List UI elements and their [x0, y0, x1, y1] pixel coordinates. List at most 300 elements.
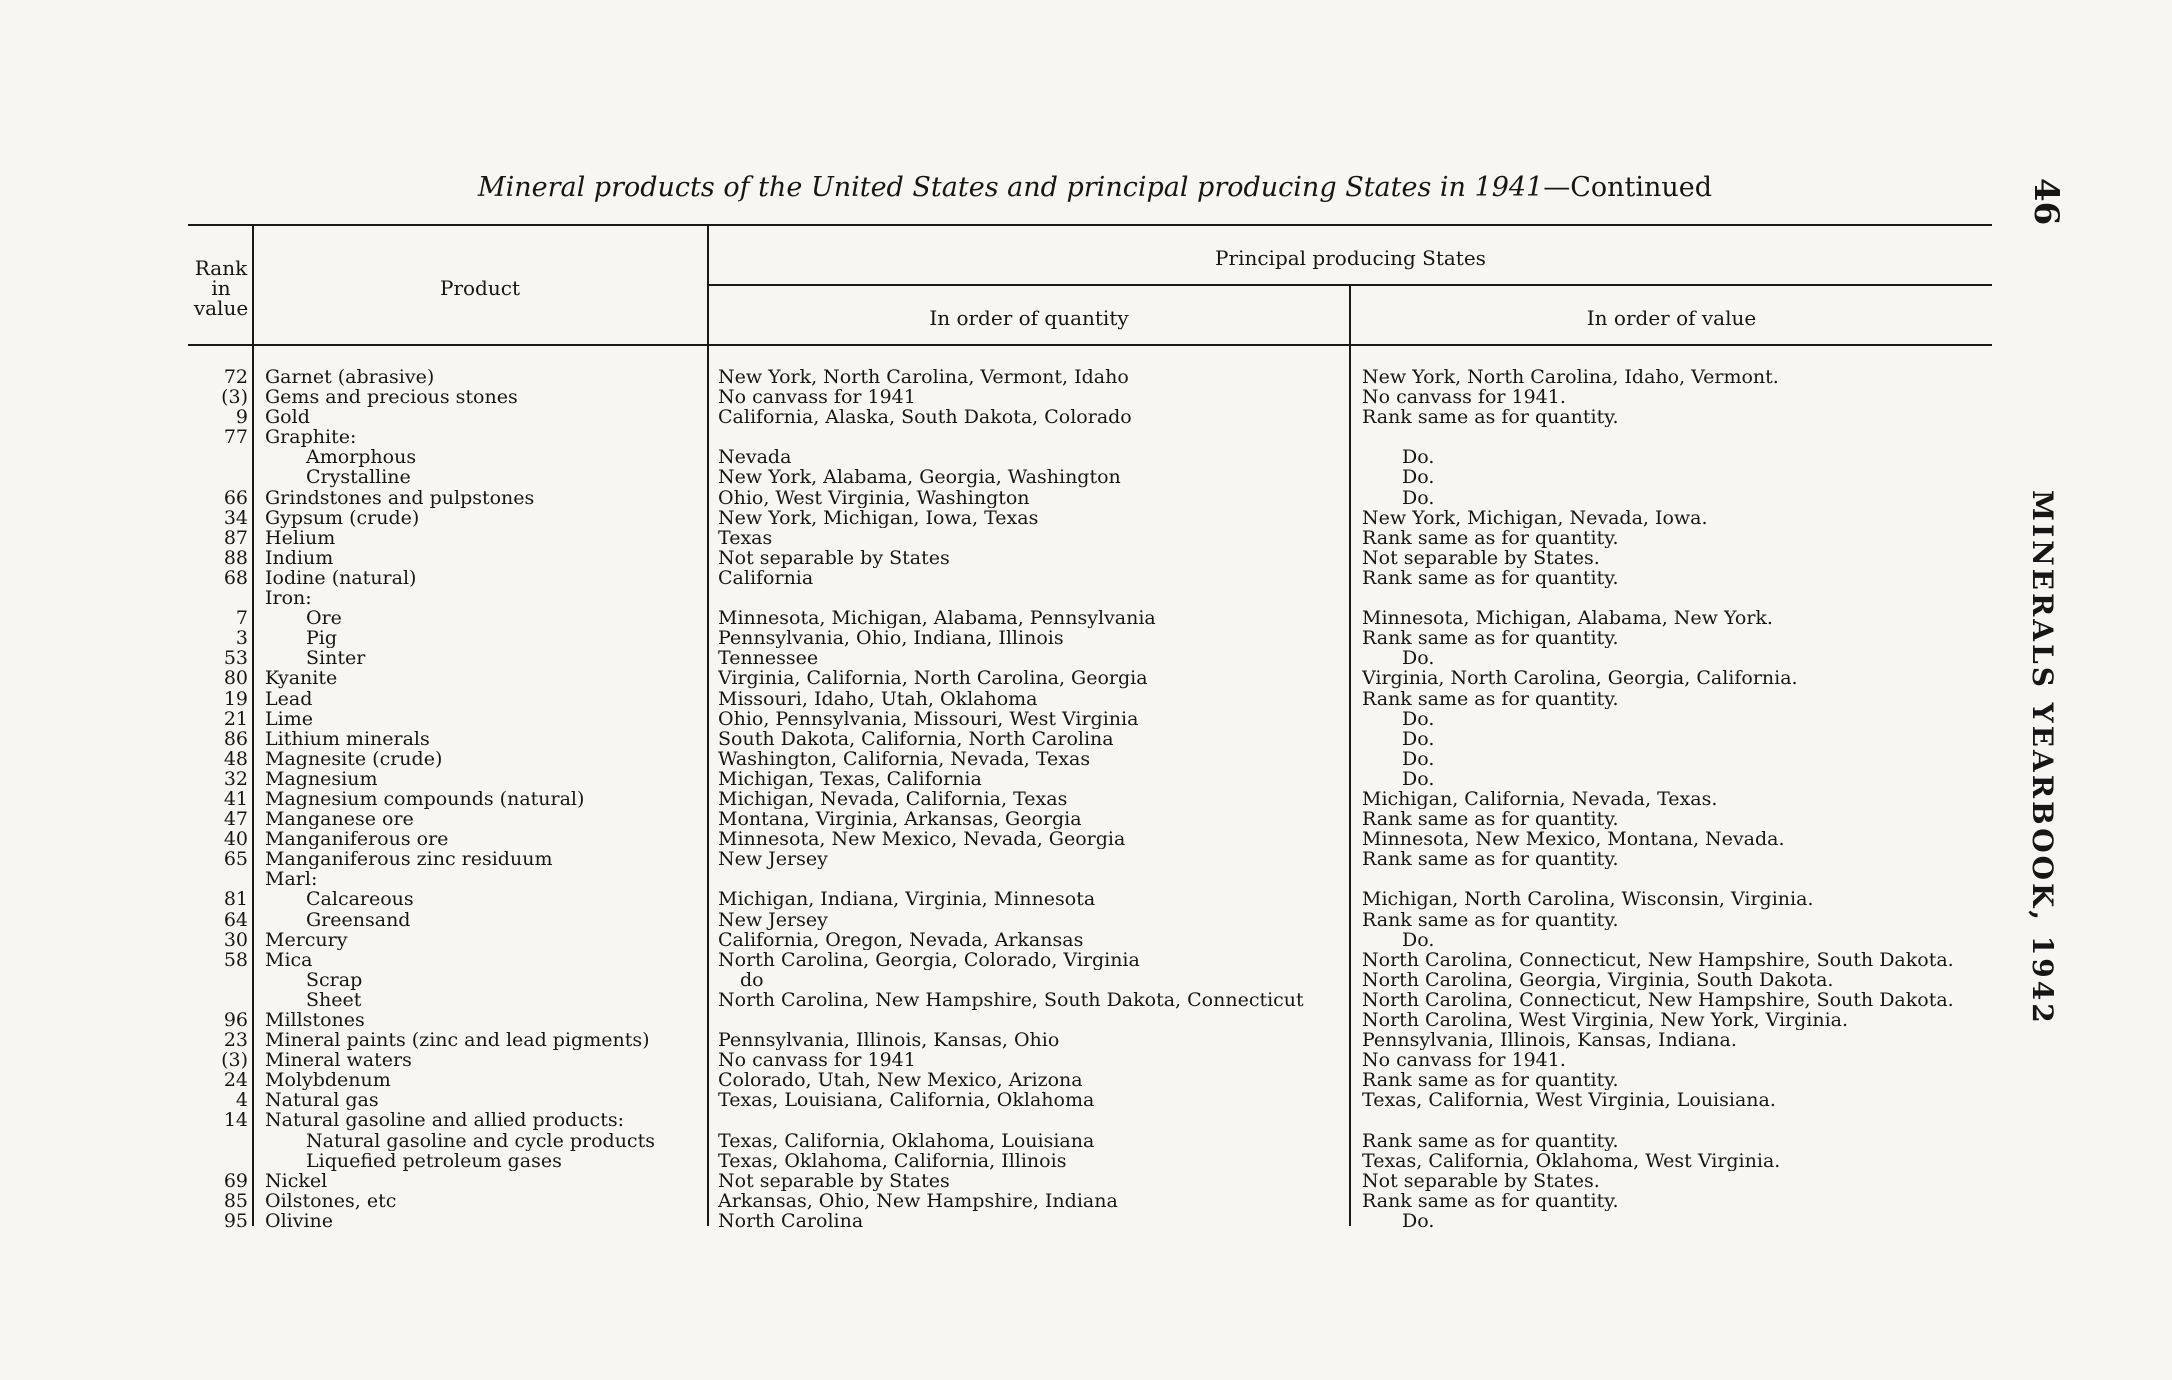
quantity-cell: [718, 849, 1344, 869]
value-states: Rank same as for quantity.: [1362, 1070, 1619, 1091]
value-states: Rank same as for quantity.: [1362, 909, 1619, 930]
quantity-states: Nevada: [718, 447, 792, 468]
rank-cell: 41: [223, 787, 248, 810]
table-row: [0, 1090, 2172, 1110]
table-row: [0, 467, 2172, 487]
product-cell: [265, 1191, 703, 1211]
rank-cell: 21: [223, 707, 248, 730]
value-cell: [1362, 648, 2052, 668]
product-cell: [265, 387, 703, 407]
quantity-states: California: [718, 567, 814, 589]
product-cell: [265, 488, 703, 508]
quantity-cell: [718, 809, 1344, 829]
table-row: [0, 970, 2172, 990]
quantity-cell: [718, 1151, 1344, 1171]
value-cell: [1362, 668, 2012, 688]
value-cell: [1362, 849, 2012, 869]
value-cell: [1362, 950, 2012, 970]
product-name: Kyanite: [265, 668, 338, 689]
quantity-cell: [718, 769, 1344, 789]
table-row: [0, 689, 2172, 709]
product-name: Ore: [306, 608, 342, 629]
product-cell: [265, 628, 744, 648]
product-cell: [265, 809, 703, 829]
quantity-states: California, Oregon, Nevada, Arkansas: [718, 929, 1084, 950]
product-cell: [265, 849, 703, 869]
table-row: [0, 809, 2172, 829]
table-row: [0, 1070, 2172, 1090]
product-cell: [265, 889, 744, 909]
product-name: Gold: [265, 407, 310, 428]
quantity-cell: [718, 1070, 1344, 1090]
product-cell: [265, 427, 703, 447]
quantity-cell: [718, 1030, 1344, 1050]
value-cell: [1362, 769, 2052, 789]
value-cell: [1362, 1171, 2012, 1191]
rank-cell: 40: [223, 828, 248, 851]
rank-header-line3: value: [193, 296, 249, 320]
quantity-cell: [718, 1211, 1344, 1231]
rank-cell: 77: [223, 426, 248, 449]
product-name: Magnesite (crude): [265, 748, 443, 769]
product-cell: [265, 1110, 703, 1130]
value-states: Do.: [1402, 768, 1435, 789]
table-row: [0, 1110, 2172, 1130]
product-cell: [265, 648, 744, 668]
quantity-states: North Carolina, New Hampshire, South Dakota, Connecticut: [718, 989, 1304, 1010]
product-name: Garnet (abrasive): [265, 367, 435, 388]
product-name: Mineral waters: [265, 1050, 412, 1071]
quantity-cell: [718, 648, 1344, 668]
quantity-states: No canvass for 1941: [718, 1050, 916, 1071]
quantity-states: New York, Michigan, Iowa, Texas: [718, 507, 1039, 528]
quantity-states: California, Alaska, South Dakota, Colorado: [718, 407, 1132, 428]
product-cell: [265, 729, 703, 749]
value-states: Rank same as for quantity.: [1362, 628, 1619, 649]
rank-cell: 80: [223, 667, 248, 690]
value-cell: [1362, 1211, 2052, 1231]
table-row: [0, 950, 2172, 970]
value-cell: [1362, 1191, 2012, 1211]
product-cell: [265, 467, 744, 487]
quantity-states: North Carolina, Georgia, Colorado, Virginia: [718, 949, 1140, 970]
product-name: Lead: [265, 688, 313, 709]
running-head: MINERALS YEARBOOK, 1942: [2026, 490, 2059, 1026]
rank-cell: 81: [223, 888, 248, 911]
value-states: No canvass for 1941.: [1362, 387, 1566, 408]
value-cell: [1362, 809, 2012, 829]
rank-cell: 86: [223, 727, 248, 750]
product-name: Millstones: [265, 1010, 365, 1031]
value-states: Rank same as for quantity.: [1362, 527, 1619, 548]
product-name: Molybdenum: [265, 1070, 391, 1091]
value-states: Michigan, California, Nevada, Texas.: [1362, 788, 1718, 810]
value-states: Rank same as for quantity.: [1362, 849, 1619, 870]
table-row: [0, 990, 2172, 1010]
quantity-states: Minnesota, Michigan, Alabama, Pennsylvania: [718, 608, 1156, 629]
product-name: Natural gasoline and cycle products: [306, 1130, 655, 1151]
quantity-cell: [718, 829, 1344, 849]
rank-cell: 34: [223, 506, 248, 529]
value-cell: [1362, 1131, 2012, 1151]
product-name: Gems and precious stones: [265, 387, 518, 408]
quantity-states: Not separable by States: [718, 1170, 950, 1191]
table-row: [0, 1151, 2172, 1171]
product-cell: [265, 668, 703, 688]
value-cell: [1362, 1050, 2012, 1070]
product-cell: [265, 528, 703, 548]
value-cell: [1362, 1030, 2012, 1050]
table-row: [0, 548, 2172, 568]
value-states: Not separable by States.: [1362, 547, 1600, 568]
value-cell: [1362, 568, 2012, 588]
rank-cell: 95: [223, 1209, 248, 1232]
quantity-cell: [718, 1050, 1344, 1070]
table-row: [0, 588, 2172, 608]
rank-header-line1: Rank: [194, 256, 248, 280]
product-name: Natural gasoline and allied products:: [265, 1110, 624, 1131]
quantity-states: Not separable by States: [718, 547, 950, 568]
quantity-states: Washington, California, Nevada, Texas: [718, 748, 1091, 769]
value-cell: [1362, 910, 2012, 930]
rank-cell: 96: [223, 1009, 248, 1031]
value-states: No canvass for 1941.: [1362, 1050, 1566, 1071]
product-cell: [265, 869, 703, 889]
value-cell: [1362, 548, 2012, 568]
quantity-states: New Jersey: [718, 909, 828, 930]
value-cell: [1362, 930, 2052, 950]
table-row: [0, 889, 2172, 909]
table-row: [0, 1030, 2172, 1050]
rank-cell: (3): [221, 386, 248, 409]
product-cell: [265, 829, 703, 849]
rank-cell: 32: [223, 767, 248, 790]
product-name: Lithium minerals: [265, 728, 430, 749]
quantity-cell: [718, 950, 1344, 970]
quantity-states: New York, Alabama, Georgia, Washington: [718, 467, 1121, 488]
table-row: [0, 447, 2172, 467]
value-cell: [1362, 1070, 2012, 1090]
quantity-cell: [718, 930, 1344, 950]
quantity-cell: [718, 628, 1344, 648]
value-states: Rank same as for quantity.: [1362, 407, 1619, 428]
rank-cell: 87: [223, 526, 248, 549]
table-row: [0, 930, 2172, 950]
value-states: Do.: [1402, 648, 1435, 669]
rank-cell: 53: [223, 647, 248, 670]
page-number: 46: [2026, 178, 2066, 226]
product-name: Sheet: [306, 989, 362, 1010]
value-states: North Carolina, West Virginia, New York, Virginia.: [1362, 1010, 1849, 1031]
value-states: Pennsylvania, Illinois, Kansas, Indiana.: [1362, 1030, 1737, 1051]
product-name: Magnesium compounds (natural): [265, 788, 585, 810]
table-row: [0, 1131, 2172, 1151]
product-cell: [265, 508, 703, 528]
product-cell: [265, 990, 744, 1010]
product-name: Marl:: [265, 869, 318, 890]
value-cell: [1362, 889, 2012, 909]
table-row: [0, 367, 2172, 387]
table-row: [0, 488, 2172, 508]
value-cell: [1362, 749, 2052, 769]
quantity-cell: [718, 467, 1344, 487]
rank-cell: 7: [235, 607, 248, 630]
value-states: Not separable by States.: [1362, 1170, 1600, 1191]
value-states: Michigan, North Carolina, Wisconsin, Virginia.: [1362, 889, 1814, 910]
quantity-cell: [718, 508, 1344, 528]
quantity-cell: [718, 367, 1344, 387]
table-title-suffix: —Continued: [1543, 172, 1713, 203]
rank-cell: 88: [223, 546, 248, 569]
quantity-cell: [718, 447, 1344, 467]
value-header: In order of value: [1586, 306, 1757, 330]
rank-header: [190, 258, 252, 318]
product-cell: [265, 970, 744, 990]
value-states: Do.: [1402, 467, 1435, 488]
value-states: Rank same as for quantity.: [1362, 688, 1619, 709]
product-cell: [265, 930, 703, 950]
product-name: Lime: [265, 708, 313, 729]
quantity-cell: [718, 548, 1344, 568]
product-cell: [265, 608, 744, 628]
table-row: [0, 910, 2172, 930]
value-states: Rank same as for quantity.: [1362, 1130, 1619, 1151]
quantity-cell: [718, 608, 1344, 628]
value-cell: [1362, 367, 2012, 387]
product-cell: [265, 1171, 703, 1191]
table-row: [0, 849, 2172, 869]
table-row: [0, 407, 2172, 427]
table-title: [190, 172, 2000, 203]
table-top-rule: [188, 224, 1992, 226]
quantity-cell: [718, 910, 1344, 930]
quantity-cell: [718, 990, 1344, 1010]
product-cell: [265, 1090, 703, 1110]
rank-cell: 48: [223, 747, 248, 770]
value-cell: [1362, 608, 2012, 628]
product-name: Manganiferous zinc residuum: [265, 849, 553, 870]
quantity-states: New Jersey: [718, 849, 828, 870]
product-name: Crystalline: [306, 467, 411, 488]
table-body: [0, 367, 2172, 1231]
value-cell: [1362, 1151, 2012, 1171]
rank-cell: 85: [223, 1189, 248, 1212]
rank-cell: 19: [223, 687, 248, 710]
rank-cell: 64: [223, 908, 248, 931]
rank-cell: 58: [223, 948, 248, 971]
table-row: [0, 508, 2172, 528]
value-states: Do.: [1402, 708, 1435, 729]
value-cell: [1362, 789, 2012, 809]
product-name: Natural gas: [265, 1090, 379, 1111]
product-name: Pig: [306, 628, 338, 649]
quantity-states: Minnesota, New Mexico, Nevada, Georgia: [718, 829, 1126, 850]
product-cell: [265, 1030, 703, 1050]
quantity-states: Michigan, Indiana, Virginia, Minnesota: [718, 889, 1096, 910]
value-cell: [1362, 709, 2052, 729]
quantity-states: No canvass for 1941: [718, 387, 916, 408]
product-name: Mineral paints (zinc and lead pigments): [265, 1030, 650, 1051]
quantity-cell: [718, 1171, 1344, 1191]
product-name: Iodine (natural): [265, 567, 417, 589]
product-cell: [265, 1211, 703, 1231]
value-states: Minnesota, New Mexico, Montana, Nevada.: [1362, 829, 1785, 850]
quantity-states: North Carolina: [718, 1210, 864, 1232]
value-states: Do.: [1402, 748, 1435, 769]
product-name: Olivine: [265, 1210, 334, 1232]
quantity-cell: [718, 729, 1344, 749]
table-row: [0, 528, 2172, 548]
product-name: Liquefied petroleum gases: [306, 1150, 562, 1171]
product-name: Nickel: [265, 1170, 328, 1191]
table-row: [0, 869, 2172, 889]
table-row: [0, 729, 2172, 749]
value-states: Do.: [1402, 487, 1435, 508]
quantity-cell: [718, 668, 1344, 688]
quantity-cell: [718, 749, 1344, 769]
value-states: Rank same as for quantity.: [1362, 567, 1619, 589]
rank-cell: 14: [223, 1109, 248, 1132]
product-cell: [265, 689, 703, 709]
product-cell: [265, 1010, 703, 1030]
quantity-cell: [718, 1191, 1344, 1211]
quantity-cell: [718, 1090, 1344, 1110]
rank-cell: 65: [223, 848, 248, 871]
value-states: New York, Michigan, Nevada, Iowa.: [1362, 507, 1708, 528]
product-cell: [265, 950, 703, 970]
product-name: Graphite:: [265, 427, 357, 448]
value-states: Minnesota, Michigan, Alabama, New York.: [1362, 608, 1773, 629]
product-cell: [265, 709, 703, 729]
quantity-states: Montana, Virginia, Arkansas, Georgia: [718, 809, 1082, 830]
value-cell: [1362, 447, 2052, 467]
value-states: North Carolina, Connecticut, New Hampshire, South Dakota.: [1362, 949, 1954, 970]
rank-cell: (3): [221, 1049, 248, 1072]
table-row: [0, 668, 2172, 688]
rank-cell: 69: [223, 1169, 248, 1192]
product-name: Magnesium: [265, 768, 378, 789]
value-states: Do.: [1402, 728, 1435, 749]
rank-cell: 30: [223, 928, 248, 951]
value-cell: [1362, 689, 2012, 709]
value-cell: [1362, 407, 2012, 427]
rank-cell: 47: [223, 808, 248, 831]
table-row: [0, 427, 2172, 447]
value-cell: [1362, 488, 2052, 508]
table-row: [0, 1010, 2172, 1030]
value-cell: [1362, 1010, 2012, 1030]
product-name: Grindstones and pulpstones: [265, 487, 535, 508]
product-name: Indium: [265, 547, 334, 568]
quantity-states: South Dakota, California, North Carolina: [718, 728, 1114, 749]
quantity-states: Pennsylvania, Illinois, Kansas, Ohio: [718, 1030, 1060, 1051]
table-row: [0, 608, 2172, 628]
rank-cell: 24: [223, 1069, 248, 1092]
header-bottom-rule: [188, 344, 1992, 346]
product-cell: [265, 749, 703, 769]
quantity-states: New York, North Carolina, Vermont, Idaho: [718, 367, 1129, 388]
table-row: [0, 769, 2172, 789]
value-cell: [1362, 508, 2012, 528]
quantity-states: Colorado, Utah, New Mexico, Arizona: [718, 1070, 1083, 1091]
quantity-states: Ohio, West Virginia, Washington: [718, 487, 1030, 508]
rank-cell: 68: [223, 566, 248, 589]
product-name: Helium: [265, 527, 336, 548]
quantity-states: Texas, Oklahoma, California, Illinois: [718, 1150, 1067, 1171]
product-name: Sinter: [306, 648, 366, 669]
value-cell: [1362, 729, 2052, 749]
value-states: Do.: [1402, 1210, 1435, 1232]
table-row: [0, 1211, 2172, 1231]
table-row: [0, 1191, 2172, 1211]
product-cell: [265, 588, 703, 608]
value-states: Texas, California, Oklahoma, West Virginia.: [1362, 1150, 1781, 1171]
quantity-states: Arkansas, Ohio, New Hampshire, Indiana: [718, 1190, 1118, 1211]
product-cell: [265, 568, 703, 588]
table-row: [0, 648, 2172, 668]
quantity-states: Pennsylvania, Ohio, Indiana, Illinois: [718, 628, 1064, 649]
product-name: Mica: [265, 949, 313, 970]
value-states: Rank same as for quantity.: [1362, 1190, 1619, 1211]
value-states: Virginia, North Carolina, Georgia, California.: [1362, 668, 1798, 689]
product-cell: [265, 1070, 703, 1090]
quantity-cell: [718, 1131, 1344, 1151]
value-states: Texas, California, West Virginia, Louisiana.: [1362, 1090, 1776, 1111]
quantity-cell: [718, 528, 1344, 548]
quantity-cell: [718, 789, 1344, 809]
product-name: Mercury: [265, 929, 348, 950]
rank-cell: 23: [223, 1029, 248, 1052]
quantity-states: Texas, California, Oklahoma, Louisiana: [718, 1130, 1095, 1151]
rank-cell: 72: [223, 366, 248, 388]
quantity-states: Tennessee: [718, 648, 819, 669]
product-cell: [265, 910, 744, 930]
quantity-cell: [718, 1010, 1344, 1017]
product-name: Iron:: [265, 588, 312, 609]
quantity-states: Texas: [718, 527, 773, 548]
quantity-cell: [718, 889, 1344, 909]
product-cell: [265, 447, 744, 467]
product-name: Manganiferous ore: [265, 829, 449, 850]
rank-cell: 4: [235, 1089, 248, 1112]
value-states: Rank same as for quantity.: [1362, 809, 1619, 830]
value-cell: [1362, 528, 2012, 548]
quantity-states: Texas, Louisiana, California, Oklahoma: [718, 1090, 1095, 1111]
rank-cell: 3: [235, 627, 248, 650]
quantity-states: Michigan, Texas, California: [718, 768, 982, 789]
quantity-cell: [718, 689, 1344, 709]
table-row: [0, 568, 2172, 588]
quantity-cell: [718, 568, 1344, 588]
quantity-states: Michigan, Nevada, California, Texas: [718, 788, 1068, 810]
product-cell: [265, 548, 703, 568]
product-cell: [265, 769, 703, 789]
table-row: [0, 1171, 2172, 1191]
value-states: Do.: [1402, 447, 1435, 468]
table-row: [0, 387, 2172, 407]
value-cell: [1362, 467, 2052, 487]
quantity-cell: [718, 407, 1344, 427]
table-row: [0, 1050, 2172, 1070]
value-cell: [1362, 387, 2012, 407]
quantity-states: Missouri, Idaho, Utah, Oklahoma: [718, 688, 1038, 709]
quantity-states: do: [740, 969, 764, 990]
value-cell: [1362, 970, 2012, 990]
product-name: Manganese ore: [265, 809, 414, 830]
value-states: Do.: [1402, 929, 1435, 950]
quantity-cell: [718, 709, 1344, 729]
principal-header: Principal producing States: [1215, 246, 1486, 270]
